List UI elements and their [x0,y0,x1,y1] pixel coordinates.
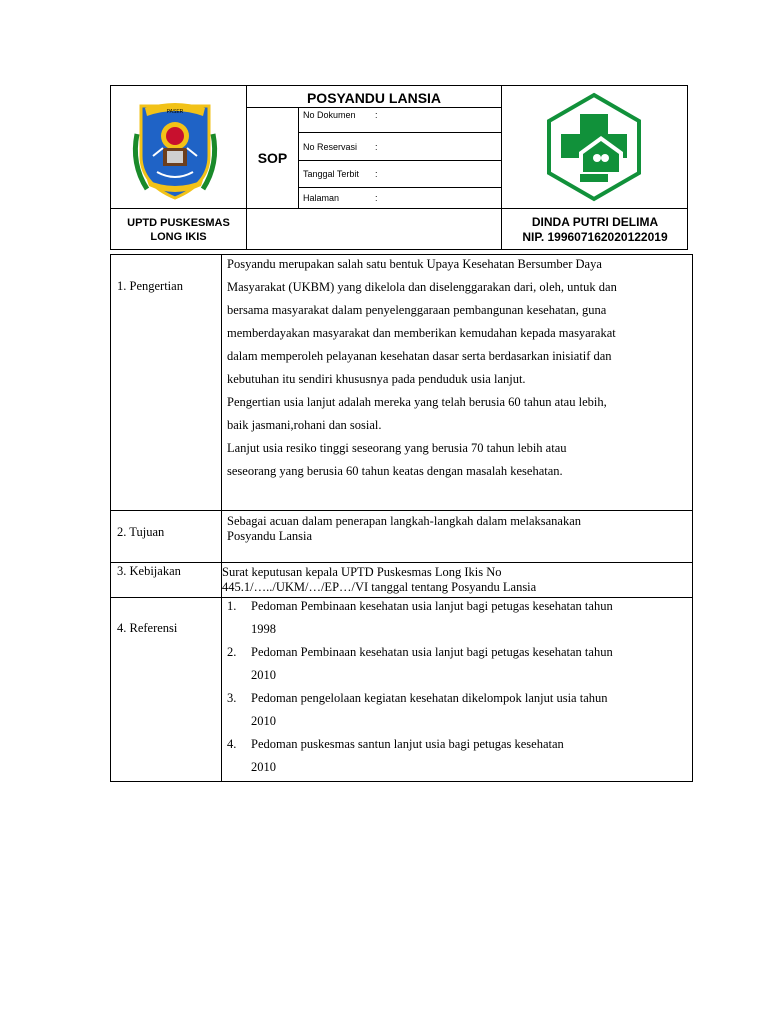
field-sep: : [375,141,378,152]
list-number: 1. [227,599,237,613]
text-line: Pedoman Pembinaan kesehatan usia lanjut bagi petugas kesehatan tahun [251,599,613,613]
list-item [227,733,689,779]
field-sep: : [375,110,378,120]
divider [111,208,247,209]
tujuan-text [227,514,689,544]
signer-nip: NIP. 199607162020122019 [522,230,668,244]
kebijakan-text [222,565,690,595]
sop-content-table [110,254,693,782]
row-label-pengertian: 1. Pengertian [117,279,183,293]
text-line: baik jasmani,rohani dan sosial. [227,418,382,432]
text-line: 1998 [251,622,276,636]
text-line: Lanjut usia resiko tinggi seseorang yang berusia 70 tahun lebih atau [227,441,567,455]
org-name [111,216,246,244]
divider [111,562,692,563]
row-label-referensi: 4. Referensi [117,621,178,635]
puskesmas-logo [543,92,645,202]
field-no-dokumen [299,108,501,132]
text-line: seseorang yang berusia 60 tahun keatas dengan masalah kesehatan. [227,464,563,478]
list-item [227,641,689,687]
text-line: Pedoman pengelolaan kegiatan kesehatan dikelompok lanjut usia tahun [251,691,608,705]
text-line: Posyandu Lansia [227,529,313,543]
list-number: 3. [227,691,237,705]
text-line: 445.1/…../UKM/…/EP…/VI tanggal tentang Posyandu Lansia [222,580,537,594]
sop-label: SOP [257,149,288,166]
list-number: 2. [227,645,237,659]
text-line: Pedoman Pembinaan kesehatan usia lanjut bagi petugas kesehatan tahun [251,645,613,659]
field-sep: : [375,169,378,179]
field-halaman [299,188,501,208]
text-line: bersama masyarakat dalam penyelenggaraan pembangunan kesehatan, guna [227,303,607,317]
text-line: Surat keputusan kepala UPTD Puskesmas Long Ikis No [222,565,502,579]
org-line: LONG IKIS [150,231,207,243]
pengertian-text [227,253,689,483]
field-tanggal-terbit [299,161,501,187]
list-number: 4. [227,737,237,751]
document-title: POSYANDU LANSIA [306,90,442,106]
text-line: 2010 [251,760,276,774]
field-sep: : [375,193,378,203]
field-label: Halaman [303,193,340,203]
svg-text:PASER: PASER [166,109,184,115]
field-label: No Reservasi [303,141,358,152]
row-label-tujuan: 2. Tujuan [117,525,165,539]
divider [111,510,692,511]
divider [247,208,501,209]
field-label: Tanggal Terbit [303,169,359,179]
signer-name: DINDA PUTRI DELIMA [531,215,659,229]
row-label-kebijakan: 3. Kebijakan [117,564,181,578]
field-no-reservasi [299,133,501,160]
text-line: memberdayakan masyarakat dan memberikan kemudahan kepada masyarakat [227,326,616,340]
regency-emblem-logo [127,94,223,204]
text-line: 2010 [251,668,276,682]
org-line: UPTD PUSKESMAS [127,217,230,229]
field-label: No Dokumen [303,110,356,120]
signer-block [502,215,688,245]
sop-header [110,85,688,250]
text-line: Masyarakat (UKBM) yang dikelola dan diselenggarakan dari, oleh, untuk dan [227,280,617,294]
text-line: dalam memperoleh pelayanan kesehatan dasar serta berdasarkan inisiatif dan [227,349,612,363]
text-line: Pedoman puskesmas santun lanjut usia bagi petugas kesehatan [251,737,564,751]
text-line: 2010 [251,714,276,728]
divider [501,208,688,209]
referensi-list [227,595,689,779]
list-item [227,687,689,733]
list-item [227,595,689,641]
text-line: Posyandu merupakan salah satu bentuk Upaya Kesehatan Bersumber Daya [227,257,602,271]
text-line: Sebagai acuan dalam penerapan langkah-langkah dalam melaksanakan [227,514,582,528]
divider [221,255,222,781]
text-line: kebutuhan itu sendiri khususnya pada penduduk usia lanjut. [227,372,526,386]
text-line: Pengertian usia lanjut adalah mereka yang telah berusia 60 tahun atau lebih, [227,395,607,409]
